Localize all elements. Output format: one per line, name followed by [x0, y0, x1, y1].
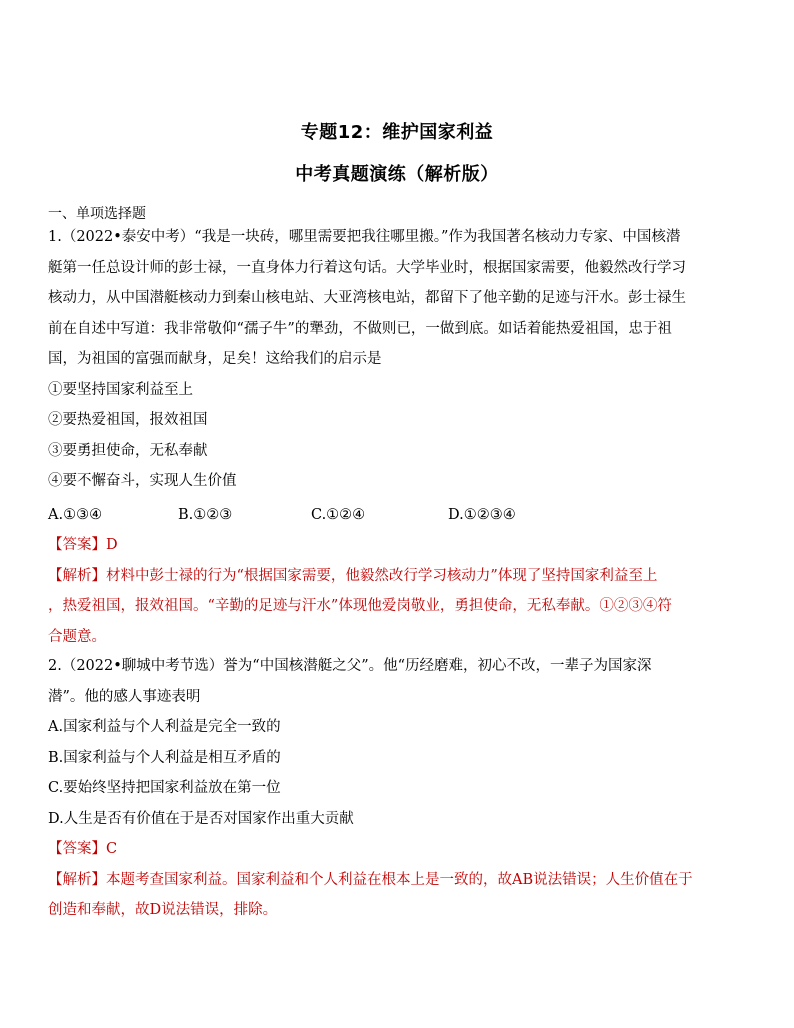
q2-option-b: B.国家利益与个人利益是相互矛盾的	[48, 749, 281, 766]
q1-option-c: C.①②④	[311, 507, 366, 523]
q1-option-b: B.①②③	[178, 507, 233, 523]
question-2	[48, 651, 748, 834]
q1-options	[48, 500, 748, 530]
q2-analysis-line: 创造和奉献，故D说法错误，排除。	[48, 902, 278, 918]
q1-analysis-line: ，热爱祖国，报效祖国。“辛勤的足迹与汗水”体现他爱岗敬业，勇担使命，无私奉献。①②③④符	[48, 598, 672, 614]
section-heading: 一、单项选择题	[48, 206, 146, 222]
q1-stem-line: 艇第一任总设计师的彭士禄，一直身体力行着这句话。大学毕业时，根据国家需要，他毅然改行学习	[48, 259, 686, 276]
q1-stem-line: 核动力，从中国潜艇核动力到秦山核电站、大亚湾核电站，都留下了他辛勤的足迹与汗水。彭士禄生	[48, 290, 686, 306]
q1-stem-line: 前在自述中写道：我非常敬仰“孺子牛”的犟劲，不做则已，一做到底。如话着能热爱祖国，忠于祖	[48, 320, 672, 337]
document-title: 专题12：维护国家利益	[300, 122, 494, 143]
q1-option-d: D.①②③④	[448, 507, 516, 523]
q2-analysis-line: 【解析】本题考查国家利益。国家利益和个人利益在根本上是一致的，故AB说法错误；人生价值在于	[48, 871, 693, 888]
q1-statement: ②要热爱祖国，报效祖国	[48, 412, 208, 428]
q1-stem-line: 国，为祖国的富强而献身，足矣！这给我们的启示是	[48, 351, 382, 367]
q1-statement: ③要勇担使命，无私奉献	[48, 442, 208, 459]
question-1	[48, 222, 748, 497]
q2-answer: 【答案】C	[48, 841, 118, 857]
q2-solution	[48, 834, 748, 926]
document-subtitle: 中考真题演练（解析版）	[295, 164, 499, 185]
q1-solution	[48, 530, 748, 652]
q1-option-a: A.①③④	[48, 507, 103, 523]
q1-answer: 【答案】D	[48, 537, 118, 553]
q2-option-c: C.要始终坚持把国家利益放在第一位	[48, 780, 281, 796]
q1-analysis-line: 合题意。	[48, 628, 106, 645]
q2-stem-line: 2.（2022•聊城中考节选）誉为“中国核潜艇之父”。他“历经磨难，初心不改，一辈子为国家深	[48, 658, 652, 674]
q1-statement: ④要不懈奋斗，实现人生价值	[48, 473, 237, 489]
q1-stem-line: 1.（2022•泰安中考）“我是一块砖，哪里需要把我往哪里搬。”作为我国著名核动力专家、中国核潜	[48, 229, 681, 245]
q1-analysis-line: 【解析】材料中彭士禄的行为“根据国家需要，他毅然改行学习核动力”体现了坚持国家利益至上	[48, 567, 658, 584]
q2-option-a: A.国家利益与个人利益是完全一致的	[48, 719, 281, 735]
q1-statement: ①要坚持国家利益至上	[48, 381, 193, 398]
q2-stem-line: 潜”。他的感人事迹表明	[48, 688, 201, 705]
q2-option-d: D.人生是否有价值在于是否对国家作出重大贡献	[48, 810, 354, 827]
